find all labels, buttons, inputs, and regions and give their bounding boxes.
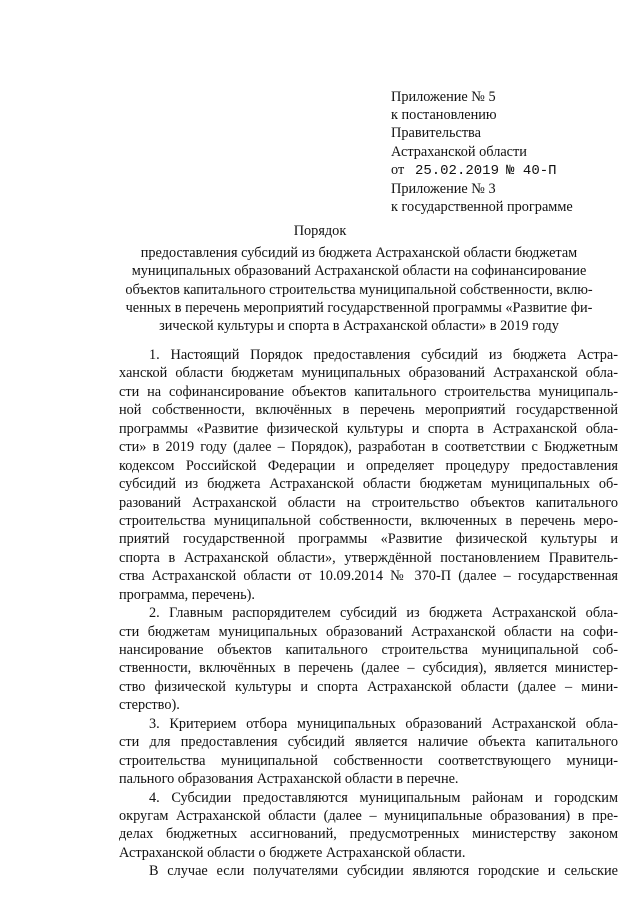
paragraph-line: ханской области бюджетам муниципальных образований Астраханской обла- (119, 365, 618, 382)
paragraph-line: округам Астраханской области (далее – муниципальные образования) в пре- (119, 807, 618, 824)
paragraph-line: ственности, включённых в перечень (далее – субсидия), является министер- (119, 660, 618, 677)
paragraph-line: ной собственности, включённых в перечень мероприятий государственной (119, 402, 618, 419)
decree-number: № 40-П (506, 162, 557, 179)
paragraph-line: 4. Субсидии предоставляются муниципальным районам и городским (149, 789, 618, 806)
paragraph-line: ства Астраханской области от 10.09.2014 № 370-П (далее – государственная (119, 568, 618, 585)
paragraph-line: нансирование объектов капитального строительства муниципальной соб- (119, 642, 618, 658)
appendix-header (391, 88, 631, 216)
paragraph-line: сти бюджетам муниципальных образований Астраханской области на софи- (119, 623, 618, 640)
paragraph-line: делах бюджетных ассигнований, предусмотренных министерству законом (119, 826, 618, 843)
paragraph-line: 2. Главным распорядителем субсидий из бюджета Астраханской обла- (149, 605, 618, 622)
paragraph-line: строительства муниципальной собственности, включенных в перечень меро- (119, 512, 618, 529)
paragraph-line: В случае если получателями субсидии являются городские и сельские (149, 863, 618, 880)
appendix-line: к государственной программе (391, 199, 573, 216)
paragraph-line: сти для предоставления субсидий является наличие объекта капитального (119, 734, 618, 751)
paragraph-line: 3. Критерием отбора муниципальных образований Астраханской обла- (149, 715, 618, 732)
appendix-line: Астраханской области (391, 143, 527, 160)
paragraph-line: субсидий из бюджета Астраханской области бюджетам муниципальных об- (119, 476, 618, 493)
document-title: Порядок (293, 223, 347, 239)
paragraph-line: строительства муниципальной собственности соответствующего муници- (119, 752, 618, 769)
document-subtitle (104, 244, 614, 335)
paragraph-line: спорта в Астраханской области», утверждённой постановлением Правитель- (119, 549, 618, 566)
subtitle-line: предоставления субсидий из бюджета Астраханской области бюджетам (140, 245, 578, 261)
date-prefix: от (391, 161, 405, 178)
paragraph-line: ство физической культуры и спорта Астраханской области (далее – мини- (119, 678, 618, 695)
paragraph-line: программы «Развитие физической культуры и спорта в Астраханской обла- (119, 420, 618, 437)
subtitle-line: зической культуры и спорта в Астраханской области» в 2019 году (159, 318, 559, 335)
paragraph-line: кодексом Российской Федерации и определяет процедуру предоставления (119, 457, 618, 474)
paragraph-line: сти» в 2019 году (далее – Порядок), разработан в соответствии с Бюджетным (119, 439, 618, 456)
paragraph-line: приятий государственной программы «Развитие физической культуры и (119, 531, 618, 548)
appendix-line: к постановлению (391, 107, 497, 124)
decree-date-line (391, 161, 631, 180)
paragraph-line: разований Астраханской области на строительство объектов капитального (119, 494, 618, 511)
appendix-line: Правительства (391, 125, 481, 142)
paragraph-line: стерство). (119, 697, 180, 714)
appendix-line: Приложение № 5 (391, 89, 496, 105)
appendix-line: Приложение № 3 (391, 181, 496, 198)
document-body (119, 346, 618, 881)
paragraph-line: 1. Настоящий Порядок предоставления субсидий из бюджета Астра- (149, 347, 618, 363)
paragraph-line: Астраханской области о бюджете Астраханской области. (119, 844, 466, 861)
subtitle-line: объектов капитального строительства муниципальной собственности, вклю- (125, 281, 593, 298)
decree-date: 25.02.2019 (414, 162, 499, 179)
paragraph-line: программа, перечень). (119, 586, 255, 603)
paragraph-line: сти на софинансирование объектов капитального строительства муниципаль- (119, 383, 618, 400)
subtitle-line: муниципальных образований Астраханской области на софинансирование (131, 263, 587, 280)
paragraph-line: пального образования Астраханской области в перечне. (119, 771, 459, 788)
subtitle-line: ченных в перечень мероприятий государственной программы «Развитие фи- (125, 299, 593, 316)
